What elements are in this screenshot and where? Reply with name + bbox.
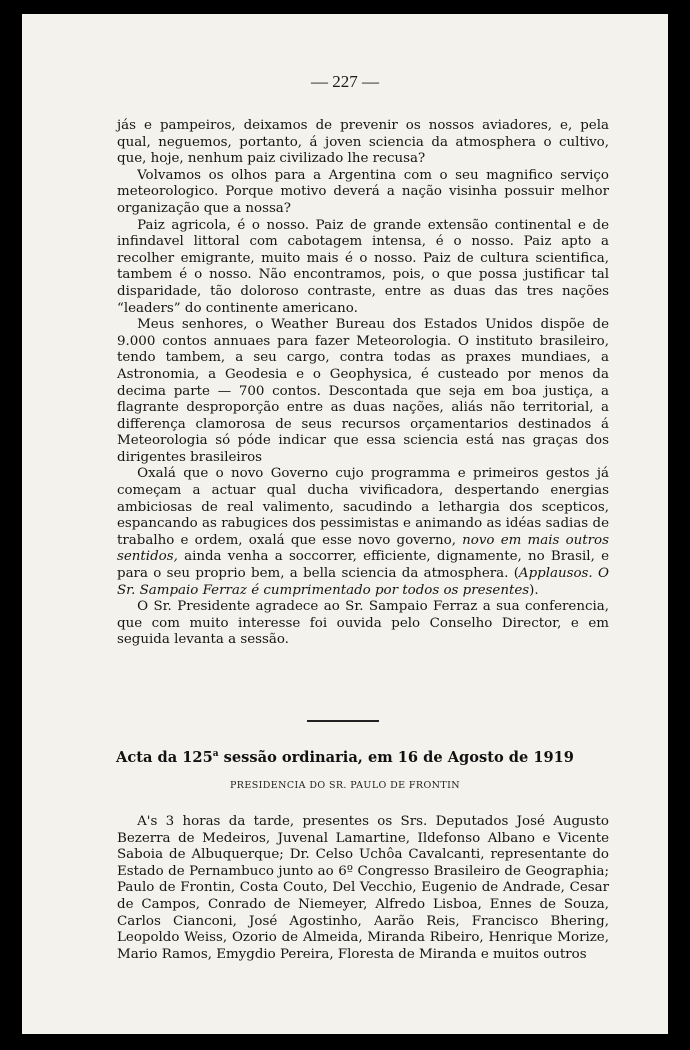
paragraph: jás e pampeiros, deixamos de prevenir os nossos aviadores, e, pela qual, neguemos, portanto, á joven sciencia da atmosphera o cultivo, que, hoje, nenhum paiz civilizado lhe recusa? <box>117 118 609 167</box>
closing-paragraph <box>117 466 609 599</box>
section-divider <box>307 720 379 722</box>
acta-paragraph: A's 3 horas da tarde, presentes os Srs. Deputados José Augusto Bezerra de Medeiros, Juvenal Lamartine, Ildefonso Albano e Vicente Saboia de Albuquerque; Dr. Celso Uchôa Cavalcanti, representante do Estado de Pernambuco junto ao 6º Congresso Brasileiro de Geographia; Paulo de Frontin, Costa Couto, Del Vecchio, Eugenio de Andrade, Cesar de Campos, Conrado de Niemeyer, Alfredo Lisboa, Ennes de Souza, Carlos Cianconi, José Agostinho, Aarão Reis, Francisco Bhering, Leopoldo Weiss, Ozorio de Almeida, Miranda Ribeiro, Henrique Morize, Mario Ramos, Emygdio Pereira, Floresta de Miranda e muitos outros <box>117 814 609 962</box>
acta-title-text: Acta da 125 <box>116 749 213 766</box>
paragraph: Meus senhores, o Weather Bureau dos Estados Unidos dispõe de 9.000 contos annuaes para fazer Meteorologia. O instituto brasileiro, tendo tambem, a seu cargo, contra todas as praxes mundiaes, a Astronomia, a Geodesia e o Geophysica, é custeado por menos da decima parte — 700 contos. Descontada que seja em boa justiça, a flagrante desproporção entre as duas nações, aliás não territorial, a differença clamorosa de seus recursos orçamentarios destinados á Meteorologia só póde indicar que essa sciencia está nas graças dos dirigentes brasileiros <box>117 317 609 465</box>
final-paragraph: O Sr. Presidente agradece ao Sr. Sampaio Ferraz a sua conferencia, que com muito interesse foi ouvida pelo Conselho Director, e em seguida levanta a sessão. <box>117 599 609 648</box>
acta-text <box>117 814 609 963</box>
acta-title-ordinal: a <box>212 749 219 760</box>
acta-title <box>22 749 668 766</box>
page-number: — 227 — <box>311 72 379 91</box>
closing-text: Oxalá que o novo Governo cujo programma e primeiros gestos já começam a actuar qual ducha vivificadora, despertando energias ambiciosas de real valimento, sacudindo a lethargia dos scepticos, espancando as rabugices dos pessimistas e animando as idéas sadias de trabalho e ordem, oxalá que esse novo governo, <box>117 466 609 548</box>
closing-emphasis: novo em mais outros sentidos, <box>117 532 609 565</box>
paragraph: Paiz agricola, é o nosso. Paiz de grande extensão continental e de infindavel littoral com cabotagem intensa, é o nosso. Paiz apto a recolher emigrante, muito mais é o nosso. Paiz de cultura scientifica, tambem é o nosso. Não encontramos, pois, o que possa justificar tal disparidade, tão doloroso contraste, entre as duas das tres nações “leaders” do continente americano. <box>117 217 609 316</box>
presidency-line: PRESIDENCIA DO SR. PAULO DE FRONTIN <box>230 780 460 791</box>
applause-note: Applausos. O Sr. Sampaio Ferraz é cumprimentado por todos os presentes <box>117 566 609 598</box>
closing-text: ainda venha a soccorrer, efficiente, dignamente, no Brasil, e para o seu proprio bem, a bella sciencia da atmosphera. ( <box>117 549 609 582</box>
scanned-page <box>22 14 668 1034</box>
main-text <box>117 118 609 649</box>
paragraph: Volvamos os olhos para a Argentina com o seu magnifico serviço meteorologico. Porque motivo deverá a nação visinha possuir melhor organização que a nossa? <box>117 167 609 216</box>
closing-text: ). <box>529 582 539 598</box>
acta-title-text: sessão ordinaria, em 16 de Agosto de 1919 <box>218 749 574 766</box>
